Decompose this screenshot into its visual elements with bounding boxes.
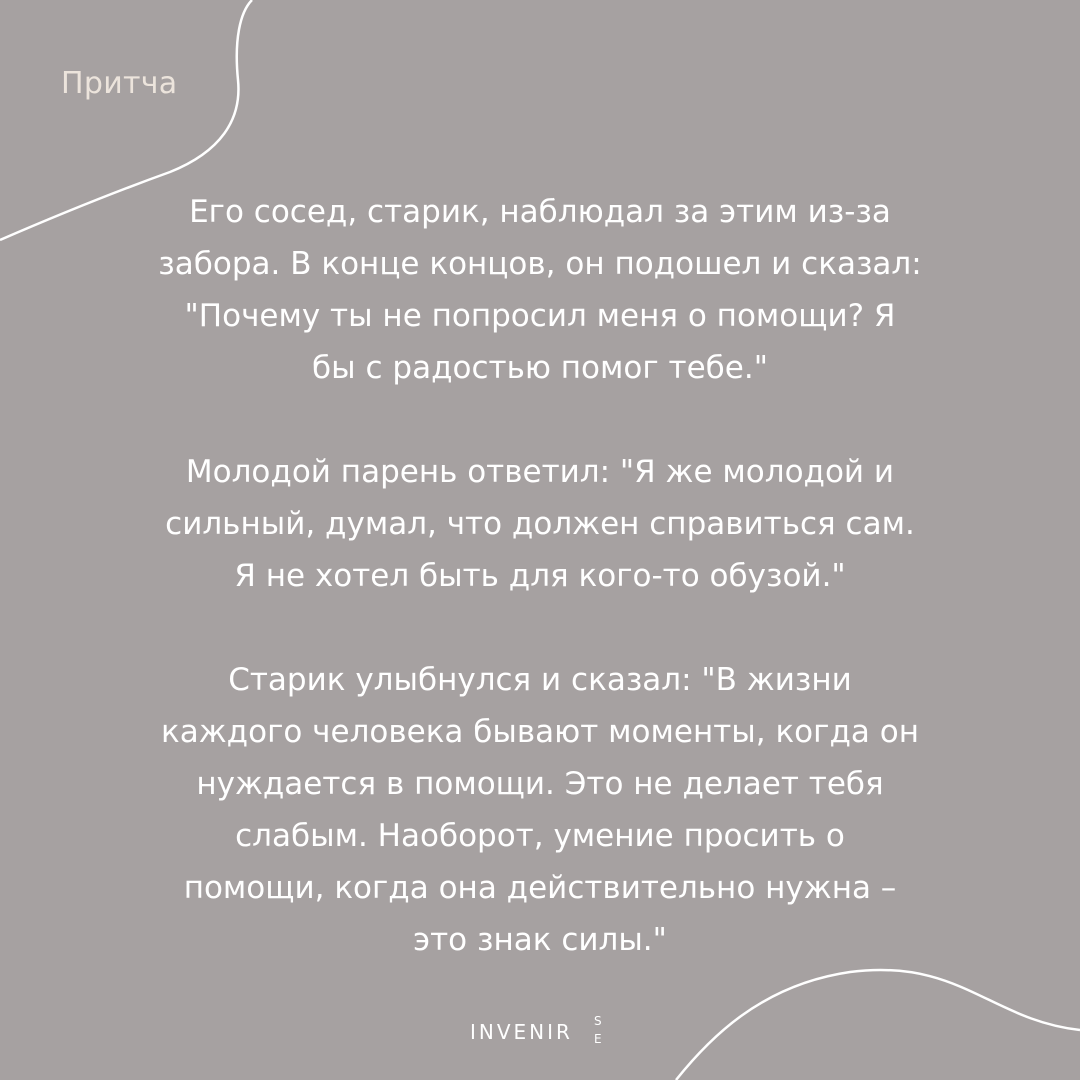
paragraph-3-line-4: слабым. Наоборот, умение просить о [235, 818, 845, 854]
paragraph-1-line-1: Его сосед, старик, наблюдал за этим из-за [189, 194, 891, 230]
category-label: Притча [61, 66, 178, 101]
paragraph-3-line-5: помощи, когда она действительно нужна – [183, 870, 897, 906]
paragraph-1-line-2: забора. В конце концов, он подошел и сказал: [158, 246, 922, 282]
paragraph-gap [60, 394, 1020, 446]
brand-superscript: S [594, 1014, 602, 1028]
paragraph-1-line-4: бы с радостью помог тебе." [312, 350, 768, 386]
paragraph-3-line-1: Старик улыбнулся и сказал: "В жизни [228, 662, 852, 698]
brand-logo [470, 1014, 610, 1054]
parable-text [60, 186, 1020, 966]
paragraph-1-line-3: "Почему ты не попросил меня о помощи? Я [184, 298, 896, 334]
paragraph-3-line-3: нуждается в помощи. Это не делает тебя [196, 766, 884, 802]
paragraph-2-line-3: Я не хотел быть для кого-то обузой." [234, 558, 846, 594]
bottom-right-curve [676, 970, 1080, 1080]
paragraph-3-line-6: это знак силы." [413, 922, 667, 958]
paragraph-3-line-2: каждого человека бывают моменты, когда он [161, 714, 919, 750]
paragraph-gap [60, 602, 1020, 654]
paragraph-2-line-1: Молодой парень ответил: "Я же молодой и [185, 454, 895, 490]
paragraph-2-line-2: сильный, думал, что должен справиться сам. [165, 506, 915, 542]
brand-subscript: E [594, 1032, 602, 1046]
brand-wordmark: INVENIR [470, 1020, 573, 1044]
